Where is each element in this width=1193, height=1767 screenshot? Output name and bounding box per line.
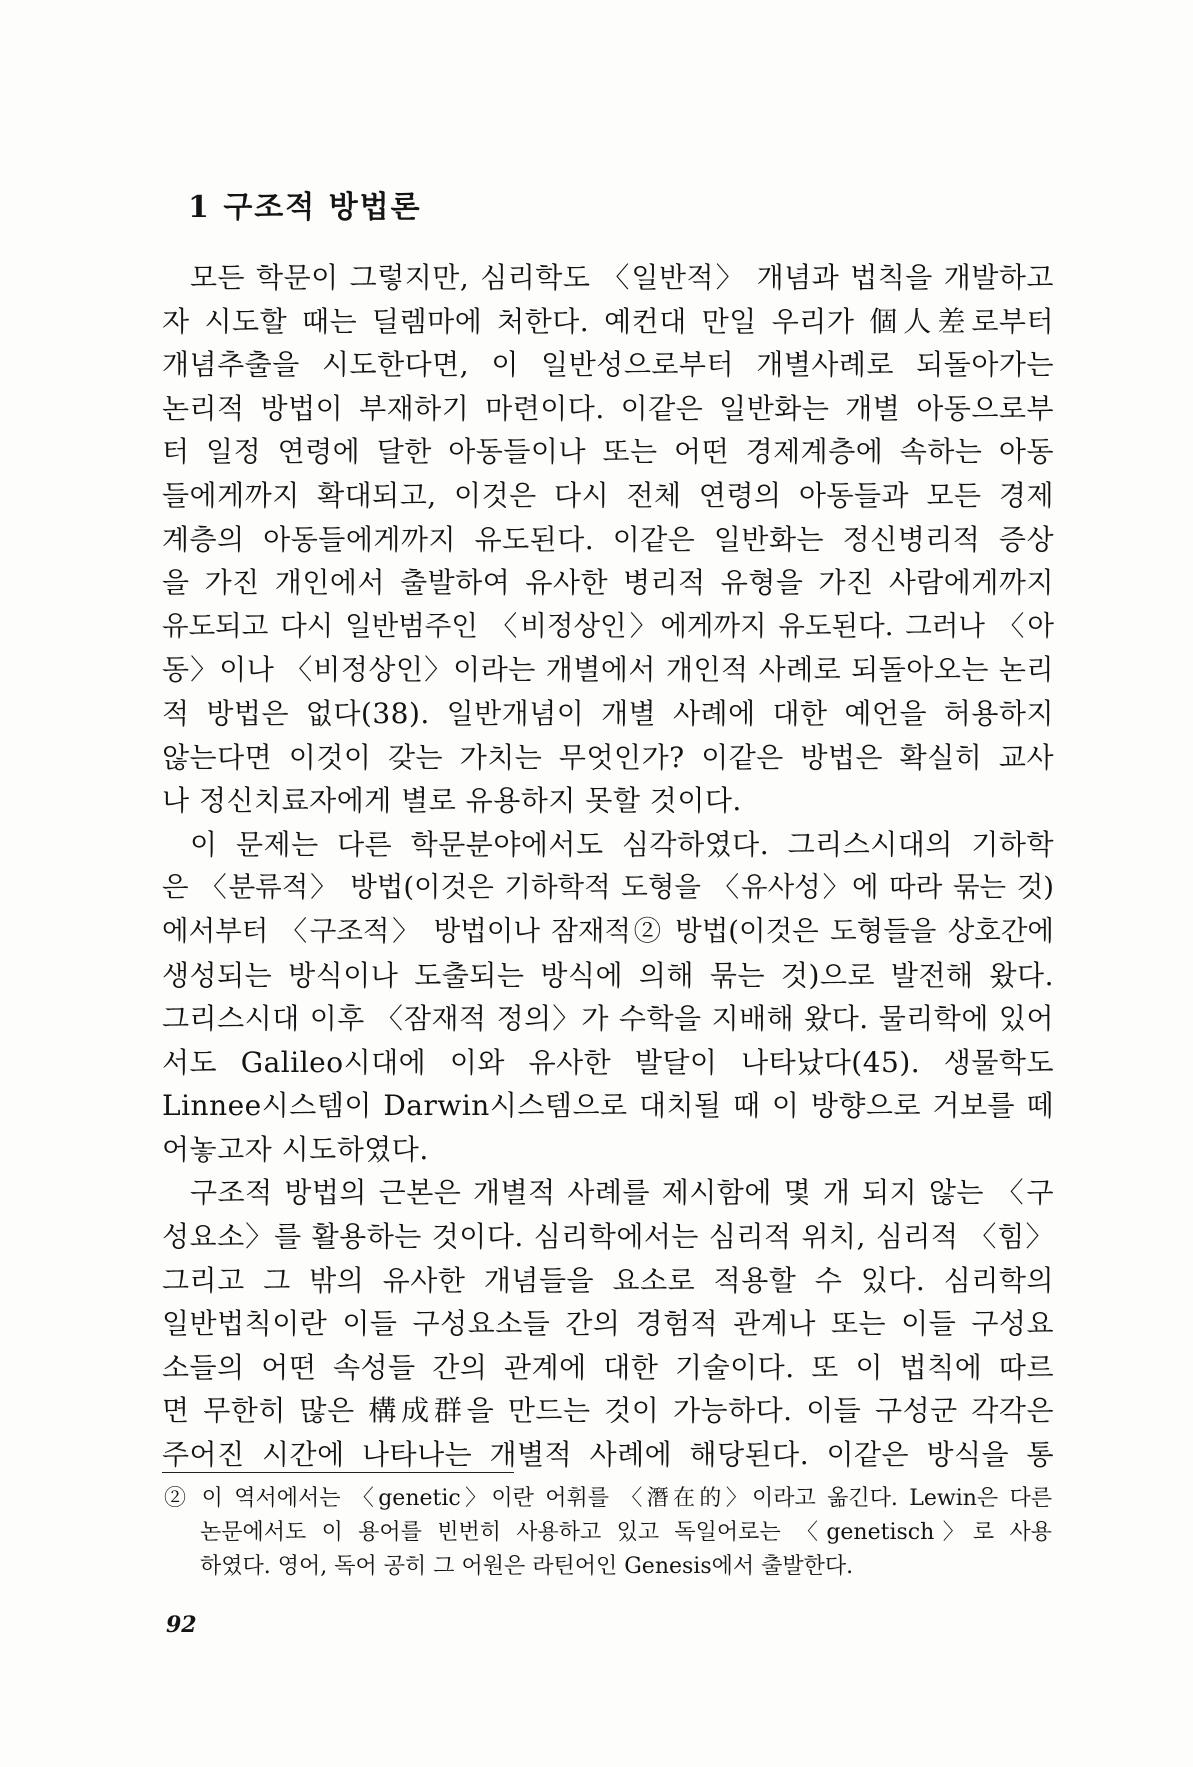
body-line: 들에게까지 확대되고, 이것은 다시 전체 연령의 아동들과 모든 경제	[162, 478, 1054, 512]
body-line: 이 문제는 다른 학문분야에서도 심각하였다. 그리스시대의 기하학	[190, 827, 1054, 861]
body-line: 유도되고 다시 일반범주인 〈비정상인〉에게까지 유도된다. 그러나 〈아	[162, 609, 1054, 642]
body-line: 그리스시대 이후 〈잠재적 정의〉가 수학을 지배해 왔다. 물리학에 있어	[162, 1002, 1054, 1036]
footnote-divider	[162, 1472, 514, 1473]
body-line: 어놓고자 시도하였다.	[162, 1132, 429, 1166]
body-line: 않는다면 이것이 갖는 가치는 무엇인가? 이같은 방법은 확실히 교사	[162, 740, 1054, 774]
body-line: 일반법칙이란 이들 구성요소들 간의 경험적 관계나 또는 이들 구성요	[162, 1307, 1054, 1341]
body-line: 논리적 방법이 부재하기 마련이다. 이같은 일반화는 개별 아동으로부	[162, 391, 1054, 425]
body-line: 자 시도할 때는 딜렘마에 처한다. 예컨대 만일 우리가 個人差로부터	[162, 304, 1054, 338]
body-line: 소들의 어떤 속성들 간의 관계에 대한 기술이다. 또 이 법칙에 따르	[162, 1350, 1054, 1384]
body-line: 터 일정 연령에 달한 아동들이나 또는 어떤 경제계층에 속하는 아동	[162, 435, 1054, 469]
body-line: 서도 Galileo시대에 이와 유사한 발달이 나타났다(45). 생물학도	[162, 1045, 1054, 1079]
body-line: Linnee시스템이 Darwin시스템으로 대치될 때 이 방향으로 거보를 떼	[162, 1089, 1054, 1123]
body-line: 개념추출을 시도한다면, 이 일반성으로부터 개별사례로 되돌아가는	[162, 348, 1054, 382]
body-line: 모든 학문이 그렇지만, 심리학도 〈일반적〉 개념과 법칙을 개발하고	[190, 261, 1054, 294]
body-line: 에서부터 〈구조적〉 방법이나 잠재적② 방법(이것은 도형들을 상호간에	[162, 914, 1054, 947]
body-line: 나 정신치료자에게 별로 유용하지 못할 것이다.	[162, 784, 742, 818]
body-line: 은 〈분류적〉 방법(이것은 기하학적 도형을 〈유사성〉에 따라 묶는 것)	[162, 871, 1054, 904]
footnote-line: 논문에서도 이 용어를 빈번히 사용하고 있고 독일어로는 〈genetisch〉로 사용	[200, 1520, 1052, 1545]
body-line: 그리고 그 밖의 유사한 개념들을 요소로 적용할 수 있다. 심리학의	[162, 1263, 1054, 1297]
footnote-line: ② 이 역서에서는 〈genetic〉이란 어휘를 〈潛在的〉이라고 옮긴다. Lewin은 다른	[164, 1486, 1052, 1511]
body-line: 생성되는 방식이나 도출되는 방식에 의해 묶는 것)으로 발전해 왔다.	[162, 958, 1054, 992]
body-line: 주어진 시간에 나타나는 개별적 사례에 해당된다. 이같은 방식을 통	[162, 1438, 1054, 1472]
body-line: 을 가진 개인에서 출발하여 유사한 병리적 유형을 가진 사람에게까지	[162, 566, 1054, 600]
page-number: 92	[166, 1612, 197, 1638]
footnote	[164, 1482, 1052, 1584]
footnote-line: 하였다. 영어, 독어 공히 그 어원은 라틴어인 Genesis에서 출발한다.	[200, 1554, 854, 1579]
body-text	[162, 256, 1054, 1477]
body-line: 동〉이나 〈비정상인〉이라는 개별에서 개인적 사례로 되돌아오는 논리	[162, 653, 1054, 687]
body-line: 적 방법은 없다(38). 일반개념이 개별 사례에 대한 예언을 허용하지	[162, 696, 1054, 730]
body-line: 성요소〉를 활용하는 것이다. 심리학에서는 심리적 위치, 심리적 〈힘〉	[162, 1220, 1054, 1254]
section-heading: 1 구조적 방법론	[188, 190, 422, 225]
body-line: 면 무한히 많은 構成群을 만드는 것이 가능하다. 이들 구성군 각각은	[162, 1394, 1054, 1428]
body-line: 계층의 아동들에게까지 유도된다. 이같은 일반화는 정신병리적 증상	[162, 522, 1054, 556]
body-line: 구조적 방법의 근본은 개별적 사례를 제시함에 몇 개 되지 않는 〈구	[190, 1176, 1054, 1210]
